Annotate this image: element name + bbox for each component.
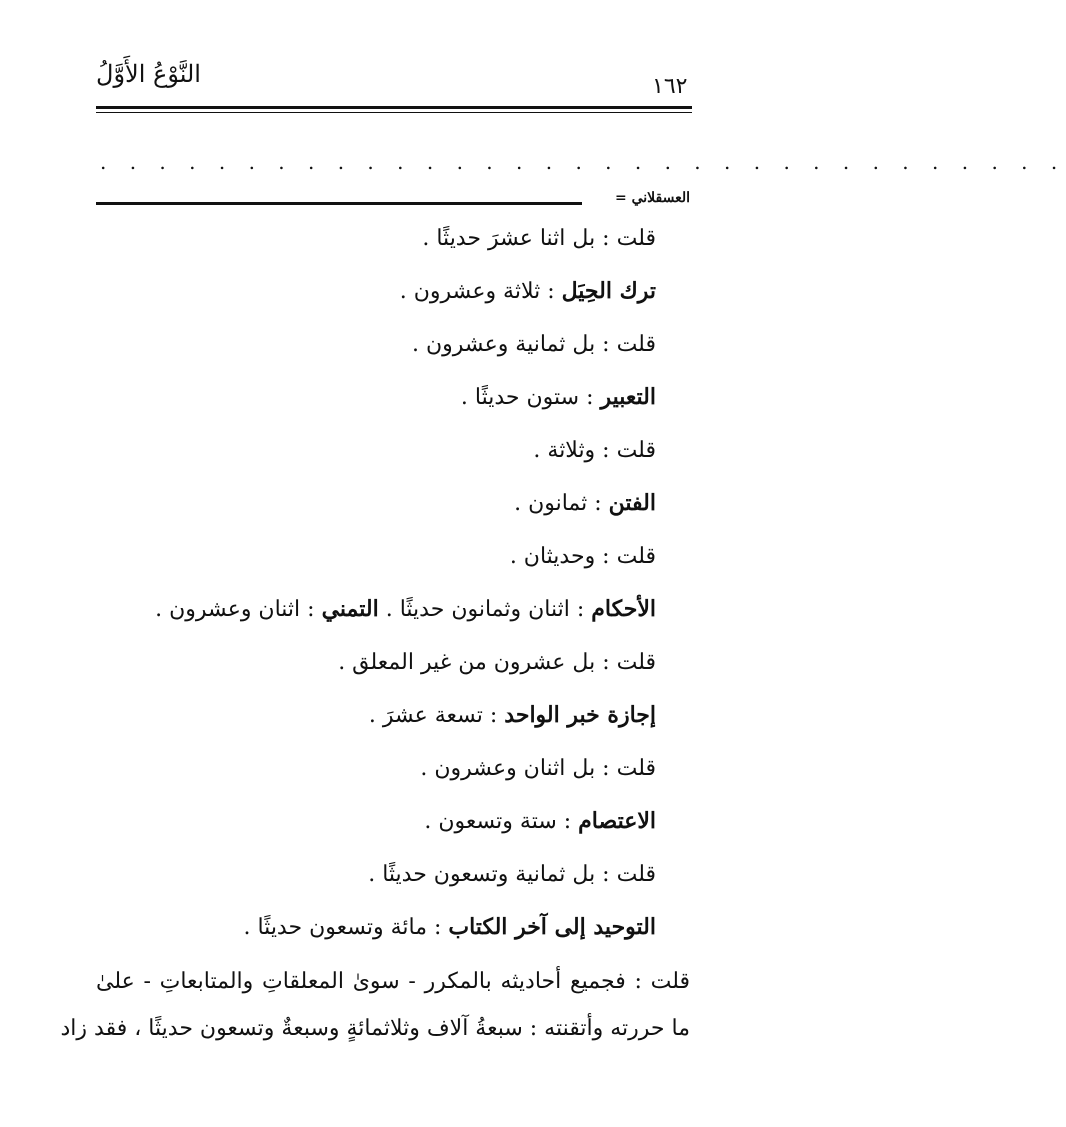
text-line: التوحيد إلى آخر الكتاب : مائة وتسعون حديثًا . bbox=[243, 914, 656, 940]
ellipsis-dots: . . . . . . . . . . . . . . . . . . . . . . . . . . . . . . . . . bbox=[100, 150, 1066, 174]
header-rule-thick bbox=[96, 106, 692, 109]
text-line: قلت : بل اثنان وعشرون . bbox=[420, 756, 656, 781]
text-line: ترك الحِيَل : ثلاثة وعشرون . bbox=[399, 278, 656, 304]
text-line: قلت : بل ثمانية وتسعون حديثًا . bbox=[368, 862, 656, 887]
running-title: النَّوْعُ الأَوَّلُ bbox=[96, 60, 201, 88]
text-line: الاعتصام : ستة وتسعون . bbox=[424, 808, 656, 834]
paragraph-line: ما حررته وأتقنته : سبعةُ آلاف وثلاثمائةٍ وسبعةٌ وتسعون حديثًا ، فقد زاد bbox=[60, 1016, 690, 1041]
page-header bbox=[0, 0, 765, 120]
text-line: التعبير : ستون حديثًا . bbox=[460, 384, 656, 410]
text-line: قلت : وثلاثة . bbox=[533, 438, 656, 463]
text-line: الأحكام : اثنان وثمانون حديثًا . التمني : اثنان وعشرون . bbox=[155, 596, 656, 622]
text-line: قلت : بل ثمانية وعشرون . bbox=[412, 332, 656, 357]
text-line: قلت : بل اثنا عشرَ حديثًا . bbox=[422, 226, 656, 251]
text-line: قلت : بل عشرون من غير المعلق . bbox=[338, 650, 656, 675]
footnote-divider-label: العسقلاني = bbox=[614, 190, 690, 206]
text-line: الفتن : ثمانون . bbox=[514, 490, 656, 516]
closing-paragraph bbox=[60, 958, 690, 1052]
footnote-divider-line bbox=[96, 202, 582, 205]
paragraph-line: قلت : فجميع أحاديثه بالمكرر - سوىٰ المعلقاتِ والمتابعاتِ - علىٰ bbox=[96, 969, 690, 994]
header-rule-thin bbox=[96, 112, 692, 113]
text-line: قلت : وحديثان . bbox=[509, 544, 656, 569]
text-line: إجازة خبر الواحد : تسعة عشرَ . bbox=[368, 702, 656, 728]
page-number: ١٦٢ bbox=[652, 74, 688, 99]
main-text bbox=[96, 222, 656, 964]
